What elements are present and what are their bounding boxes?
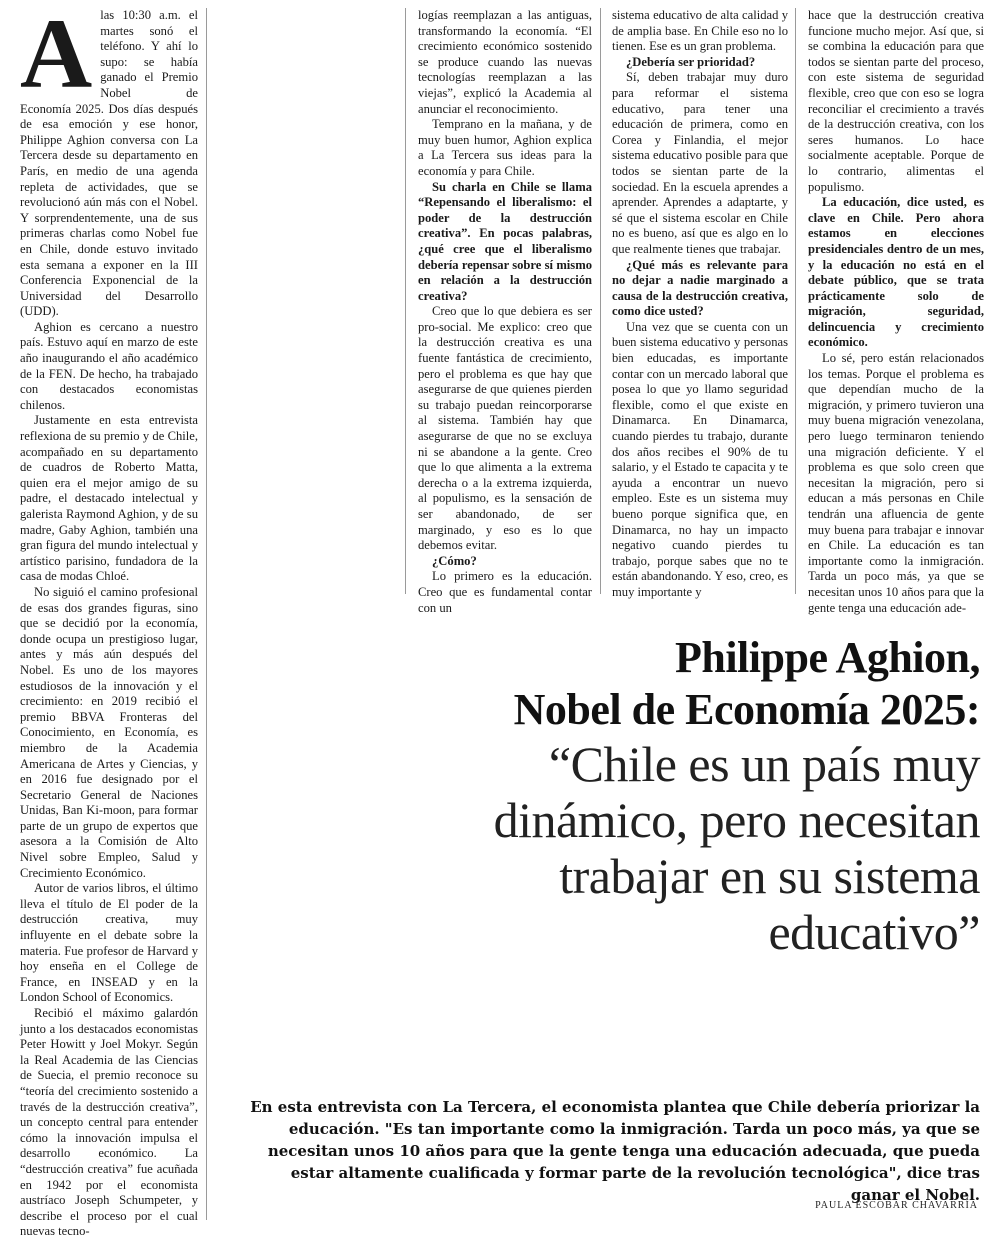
interview-question: Su charla en Chile se llama “Repensando el liberalismo: el poder de la destrucción creativa”. En pocas palabras, ¿qué cree que el liberalismo debería repensar sobre sí mismo en relación a la destrucción creativa? [418,179,592,303]
paragraph: las 10:30 a.m. el martes sonó el teléfono. Y ahí lo supo: se había ganado el Premio Nobel de Economía 2025. Dos días después de esa emoción y ese honor, Philippe Aghion conversa con La Tercera desde su departamento en París, en medio de una agenda repleta de actividades, que se revolucionó aún más con el Nobel. Y sorprendentemente, una de sus primeras charlas como Nobel fue en Chile, donde estuvo invitado esta semana a exponer en la III Conferencia Exponencial de la Universidad del Desarrollo (UDD). [20,8,198,319]
paragraph: Sí, deben trabajar muy duro para reformar el sistema educativo, para tener una educación de primera, como en Corea y Finlandia, el mejor sistema educativo posible para que todos se sientan parte de la sociedad. En la escuela aprendes a aprender. Aprendes a adaptarte, y sé que el sistema escolar en Chile no es bueno, así que es algo en lo que realmente tienes que trabajar. [612,70,788,256]
column-divider [405,8,406,594]
article-column-2 [418,8,592,615]
headline-name: Philippe Aghion, [674,633,980,682]
interview-question: ¿Debería ser prioridad? [626,54,756,69]
column-divider [600,8,601,594]
article-column-1 [20,0,198,1239]
interview-question: La educación, dice usted, es clave en Chile. Pero ahora estamos en elecciones presidenciales dentro de un mes, y la educación no está en el debate público, que se trata prácticamente solo de migración, seguridad, delincuencia y crecimiento económico. [808,195,984,350]
paragraph: Temprano en la mañana, y de muy buen humor, Aghion explica a La Tercera sus ideas para la economía y para Chile. [418,117,592,178]
paragraph: No siguió el camino profesional de esas dos grandes figuras, sino que se decidió por la economía, donde ocupa un prestigioso lugar, antes y más aún después del Nobel. Es uno de los mayores estudiosos de la innovación y el crecimiento: en 2019 recibió el premio BBVA Fronteras del Conocimiento, en Economía, es miembro de la Academia Americana de Artes y Ciencias, y en 2016 fue designado por el Secretario General de Naciones Unidas, Ban Ki-moon, para formar parte de un grupo de expertos que asesora a la Comisión de Alto Nivel sobre Empleo, Salud y Crecimiento Económico. [20,584,198,880]
paragraph: Lo primero es la educación. Creo que es fundamental contar con un [418,569,592,615]
paragraph: logías reemplazan a las antiguas, transformando la economía. “El crecimiento económico sostenido se produce cuando las nuevas tecnologías reemplazan a las viejas”, explicó la Academia al anunciar el reconocimiento. [418,8,592,116]
headline-quote-line: dinámico, pero necesitan [493,792,980,848]
paragraph: hace que la destrucción creativa funcione mucho mejor. Así que, si se combina la educación para que todos se sientan parte del proceso, con este sistema de seguridad flexible, creo que con eso se logra reconciliar el crecimiento a través de la destrucción creativa, con los seres humanos. Lo hace socialmente aceptable. Porque de lo contrario, alimentas el populismo. [808,8,984,194]
paragraph: Autor de varios libros, el último lleva el título de El poder de la destrucción creativa, muy influyente en el debate sobre la materia. Fue profesor de Harvard y hoy enseña en el College de France, en INSEAD y en la London School of Economics. [20,881,198,1005]
drop-cap: A [20,0,93,109]
lead-paragraph: En esta entrevista con La Tercera, el economista plantea que Chile debería priorizar la educación. "Es tan importante como la inmigración. Tarda un poco más, ya que se necesitan unos 10 años para que la gente tenga una educación adecuada, que pueda estar altamente cualificada y formar parte de la revolución tecnológica", dice tras ganar el Nobel. [250,1098,980,1204]
paragraph: Lo sé, pero están relacionados los temas. Porque el problema es que dependían mucho de la migración, y primero tuvieron una muy buena migración venezolana, pero luego terminaron teniendo una migración deficiente. Y el problema es que solo creen que necesitan la migración, pero si educan a más personas en Chile tendrán una afluencia de gente muy buena para trabajar e innovar en Chile. La educación es tan importante como la inmigración. Tarda un poco más, ya que se necesitan unos 10 años para que la gente tenga una educación ade- [808,351,984,615]
paragraph: Recibió el máximo galardón junto a los destacados economistas Peter Howitt y Joel Mokyr. Según la Real Academia de las Ciencias de Suecia, el premio reconoce su “teoría del crecimiento sostenido a través de la destrucción creativa”, un concepto central para entender cómo la innovación impulsa el desarrollo económico. La “destrucción creativa” fue acuñada en 1942 por el economista austríaco Joseph Schumpeter, y describe el proceso por el cual nuevas tecno- [20,1006,198,1239]
column-divider [795,8,796,594]
headline-quote-line: trabajar en su sistema [559,848,980,904]
article-column-3 [612,8,788,599]
paragraph: Una vez que se cuenta con un buen sistema educativo y personas bien educadas, es importante contar con un mercado laboral que posea lo que yo llamo seguridad flexible, como el que existe en Dinamarca. En Dinamarca, cuando pierdes tu trabajo, durante dos años recibes el 90% de tu salario, y el Estado te capacita y te ayuda a encontrar un nuevo empleo. Este es un sistema muy bueno porque significa que, en Dinamarca, no hay un impacto negativo cuando pierdes tu trabajo, porque sabes que no te están abandonando. Y eso, creo, es muy importante y [612,319,788,599]
headline-block [280,632,980,960]
interview-question: ¿Cómo? [432,553,477,568]
paragraph: Aghion es cercano a nuestro país. Estuvo aquí en marzo de este año inaugurando el año académico de la FEN. De hecho, ha trabajado con destacados economistas chilenos. [20,319,198,412]
column-divider [206,8,207,1220]
headline-quote-line: “Chile es un país muy [548,736,980,792]
headline-title: Nobel de Economía 2025: [513,685,980,734]
article-column-4 [808,8,984,615]
byline: PAULA ESCOBAR CHAVARRÍA [815,1200,978,1211]
interview-question: ¿Qué más es relevante para no dejar a nadie marginado a causa de la destrucción creativa, como dice usted? [612,257,788,319]
headline-quote-line: educativo” [768,904,980,960]
paragraph: Justamente en esta entrevista reflexiona de su premio y de Chile, acompañado en su departamento de cuadros de Roberto Matta, quien era el mejor amigo de su padre, el destacado intelectual y galerista Raymond Aghion, y de su madre, Gaby Aghion, también una gran figura del mundo intelectual y artístico parisino, fundadora de la casa de modas Chloé. [20,413,198,584]
paragraph: sistema educativo de alta calidad y de amplia base. En Chile eso no lo tienen. Ese es un gran problema. [612,8,788,54]
paragraph: Creo que lo que debiera es ser pro-social. Me explico: creo que la destrucción creativa es una fuente fantástica de crecimiento, pero el problema es que hay que asegurarse de que quienes pierden su trabajo puedan reincorporarse al sistema. También hay que asegurarse de que no se excluya ni se abandone a la gente. Creo que lo que alimenta a la extrema derecha o a la extrema izquierda, al populismo, es la sensación de ser abandonado, de ser marginado, y eso es lo que debemos evitar. [418,304,592,553]
